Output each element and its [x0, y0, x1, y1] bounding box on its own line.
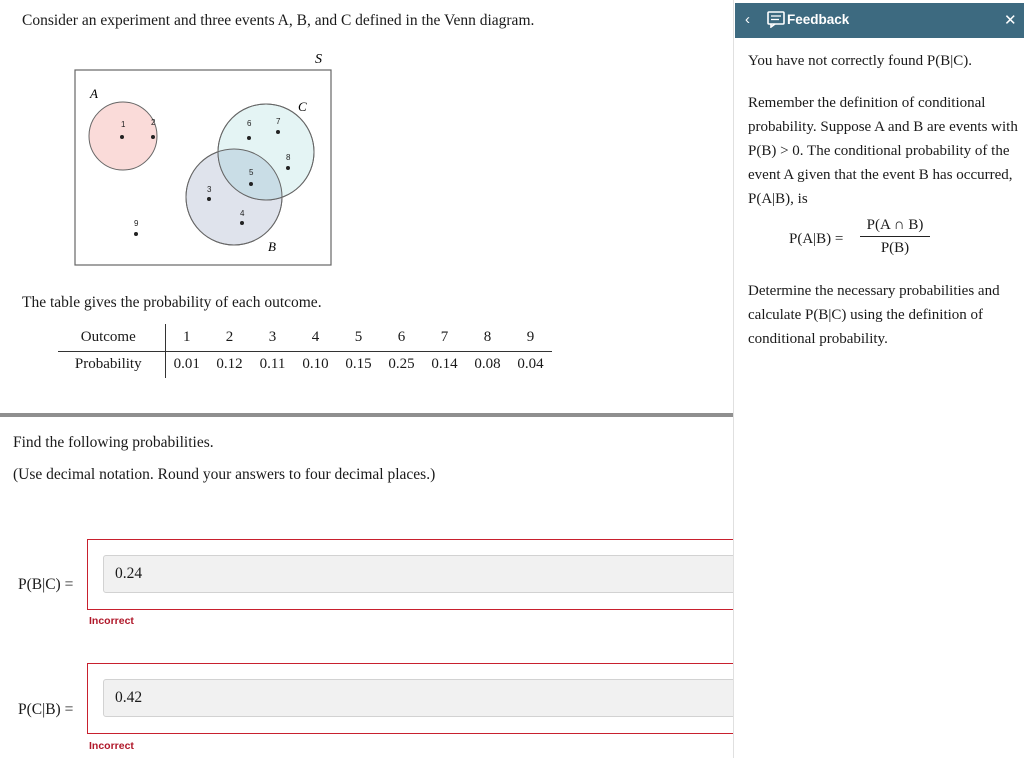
label-b: B — [268, 239, 276, 254]
answer-status-c-given-b: Incorrect — [89, 740, 134, 752]
outcome-cell: 5 — [337, 324, 380, 351]
answer-instruction: Find the following probabilities. — [13, 434, 214, 451]
probability-cell: 0.08 — [474, 356, 501, 373]
outcome-1-dot — [120, 135, 124, 139]
outcome-5-dot — [249, 182, 253, 186]
answer-box-b-given-c — [87, 539, 747, 610]
outcome-cell: 7 — [423, 324, 466, 351]
outcome-header: Outcome — [58, 324, 165, 351]
answer-label-b-given-c: P(B|C) = — [18, 576, 74, 593]
section-divider — [0, 413, 733, 417]
label-a: A — [90, 86, 98, 101]
probability-cell: 0.15 — [345, 356, 372, 373]
probability-cell: 0.14 — [431, 356, 458, 373]
outcome-cell: 4 — [294, 324, 337, 351]
formula-numerator: P(A ∩ B) — [860, 215, 930, 237]
formula-denominator: P(B) — [880, 240, 910, 256]
feedback-title: Feedback — [787, 12, 850, 27]
feedback-line-3: Determine the necessary probabilities and calculate P(B|C) using the definition of conditional probability. — [748, 283, 1000, 347]
outcome-cell: 1 — [165, 324, 208, 351]
outcome-cell: 3 — [251, 324, 294, 351]
label-c: C — [298, 99, 307, 114]
outcome-8-dot — [286, 166, 290, 170]
feedback-icon — [767, 11, 785, 28]
outcome-7-dot — [276, 130, 280, 134]
outcome-2-dot — [151, 135, 155, 139]
feedback-line-1: You have not correctly found P(B|C). — [748, 53, 972, 69]
answer-input-c-given-b[interactable] — [103, 679, 743, 717]
outcome-row — [58, 324, 552, 351]
outcome-2-label: 2 — [151, 118, 156, 127]
answer-status-b-given-c: Incorrect — [89, 615, 134, 627]
outcome-6-label: 6 — [247, 119, 252, 128]
outcome-4-dot — [240, 221, 244, 225]
chevron-left-icon[interactable]: ‹ — [745, 11, 750, 28]
feedback-body — [748, 49, 1018, 369]
answer-input-b-given-c[interactable] — [103, 555, 743, 593]
outcome-cell: 8 — [466, 324, 509, 351]
probability-cell: 0.01 — [173, 356, 200, 373]
outcome-cell: 6 — [380, 324, 423, 351]
close-icon[interactable]: ✕ — [1004, 12, 1017, 29]
label-s: S — [315, 52, 322, 67]
outcome-9-dot — [134, 232, 138, 236]
formula-lhs: P(A|B) = — [789, 231, 844, 247]
probability-cell: 0.04 — [517, 356, 544, 373]
outcome-cell: 9 — [509, 324, 552, 351]
question-intro: Consider an experiment and three events A, B, and C defined in the Venn diagram. — [22, 12, 535, 29]
formula-fraction — [860, 215, 930, 259]
answer-label-c-given-b: P(C|B) = — [18, 701, 74, 718]
outcome-5-label: 5 — [249, 168, 254, 177]
probability-cell: 0.10 — [302, 356, 329, 373]
probability-cell: 0.25 — [388, 356, 415, 373]
probability-header: Probability — [58, 351, 165, 378]
outcome-1-label: 1 — [121, 120, 126, 129]
outcome-cell: 2 — [208, 324, 251, 351]
probability-cell: 0.11 — [259, 356, 286, 373]
table-intro: The table gives the probability of each outcome. — [22, 294, 322, 311]
conditional-probability-formula — [748, 217, 1018, 265]
probability-table — [58, 324, 552, 378]
feedback-header — [735, 3, 1024, 38]
venn-diagram — [60, 40, 340, 272]
probability-cell: 0.12 — [216, 356, 243, 373]
feedback-line-2: Remember the definition of conditional probability. Suppose A and B are events with P(B) > 0. The conditional probability of the event A given that the event B has occurred, P(A|B), is — [748, 95, 1018, 207]
feedback-panel — [733, 0, 1024, 758]
outcome-6-dot — [247, 136, 251, 140]
answer-box-c-given-b — [87, 663, 747, 734]
outcome-3-dot — [207, 197, 211, 201]
outcome-4-label: 4 — [240, 209, 245, 218]
outcome-7-label: 7 — [276, 117, 281, 126]
outcome-3-label: 3 — [207, 185, 212, 194]
rounding-instruction: (Use decimal notation. Round your answers to four decimal places.) — [13, 466, 436, 483]
outcome-9-label: 9 — [134, 219, 139, 228]
probability-row — [58, 351, 552, 378]
outcome-8-label: 8 — [286, 153, 291, 162]
